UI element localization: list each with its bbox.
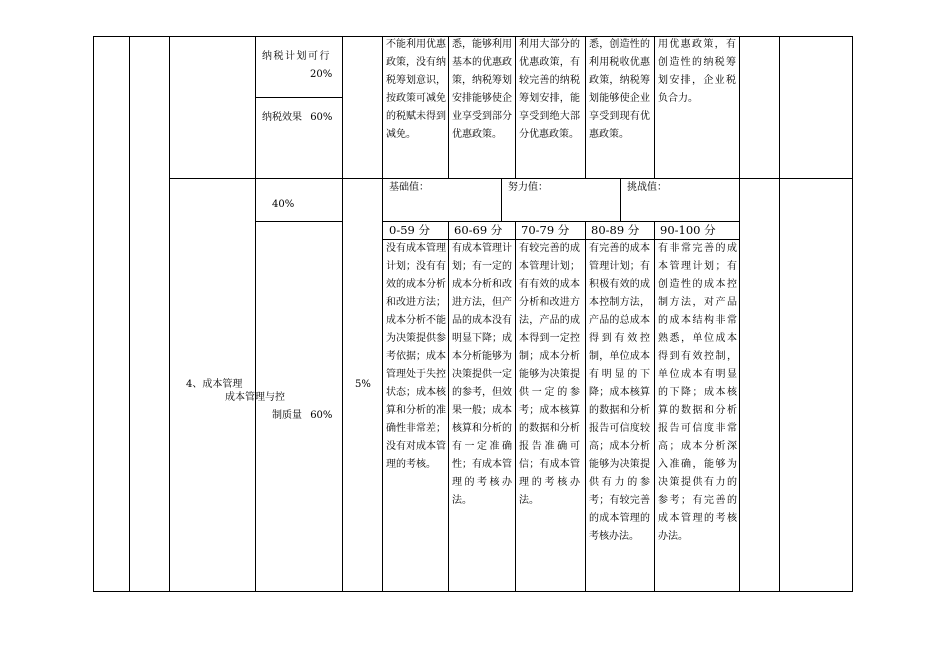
target-col-line-2: [620, 179, 621, 222]
score-range: 80-89 分: [591, 223, 640, 237]
level-col-line-2: [515, 36, 516, 179]
level-col-line-3b: [585, 221, 586, 592]
sub-item-label: 纳税计划可行: [262, 51, 331, 62]
level-description: 不能利用优惠政策，没有纳税筹划意识，按政策可减免的税赋未得到减免。: [386, 39, 446, 140]
sub-item-weight: 40%: [272, 199, 295, 210]
level-col-line-2b: [515, 221, 516, 592]
col-line-5: [342, 36, 343, 592]
level-description: 利用大部分的优惠政策，有较完善的纳税筹划安排，能享受到绝大部分优惠政策。: [519, 39, 580, 140]
level-description: 有较完善的成本管理计划；有有效的成本分析和改进方法，产品的成本得到一定控制；成本分析能够为决策提供一定的参考；成本核算的数据和分析报告准确可信；有成本管理的考核办法。: [519, 243, 580, 506]
sub-item-quality: [272, 407, 332, 425]
item-number: 4、成本管理: [186, 379, 243, 390]
sub-item-weight: 20%: [310, 69, 333, 80]
level-col-line-1: [448, 36, 449, 179]
col-line-2: [129, 36, 130, 592]
level-col-line-1b: [448, 221, 449, 592]
sub-item-weight: 60%: [310, 410, 333, 421]
item-name: 成本管理与控: [225, 392, 285, 403]
level-description: 悉，创造性的利用税收优惠政策，纳税筹划能够使企业享受到现有优惠政策。: [589, 39, 650, 140]
level-col-line-4: [654, 36, 655, 179]
col-line-6: [382, 36, 383, 592]
col-line-9: [852, 36, 853, 592]
sub-item-divider: [255, 97, 342, 98]
sub-item-weight: 60%: [310, 112, 333, 123]
level-description: 有完善的成本管理计划；有积极有效的成本控制方法，产品的总成本得到有效控制，单位成本有明显的下降；成本核算的数据和分析报告可信度较高；成本分析能够为决策提供有力的参考；有较完善的成本管理的考核办法。: [589, 243, 650, 542]
col-line-4: [255, 36, 256, 592]
sub-item-divider-2: [255, 221, 342, 222]
base-value-label: 基础值：: [389, 182, 429, 193]
col-line-1: [93, 36, 94, 592]
score-range: 90-100 分: [660, 223, 716, 237]
score-range: 60-69 分: [454, 223, 503, 237]
level-col-line-3: [585, 36, 586, 179]
effort-value-label: 努力值：: [508, 182, 548, 193]
col-line-8: [779, 36, 780, 592]
level-description: 用优惠政策，有创造性的纳税筹划安排，企业税负合力。: [658, 39, 736, 104]
level-description: 有成本管理计划；有一定的成本分析和改进方法，但产品的成本没有明显下降；成本分析能够为决策提供一定的参考，但效果一般；成本核算和分析的有一定准确性；有成本管理的考核办法。: [452, 243, 512, 506]
sub-item-label: 制质量: [272, 410, 302, 421]
score-range: 70-79 分: [521, 223, 570, 237]
col-line-7: [739, 36, 740, 592]
level-description: 没有成本管理计划；没有有效的成本分析和改进方法；成本分析不能为决策提供参考依据；成本管理处于失控状态；成本核算和分析的准确性非常差；没有对成本管理的考核。: [386, 243, 446, 470]
score-range: 0-59 分: [389, 223, 430, 237]
level-description: 悉，能够利用基本的优惠政策，纳税筹划安排能够使企业享受到部分优惠政策。: [452, 39, 512, 140]
sub-item-2: [262, 109, 332, 127]
sub-item-label: 纳税效果: [262, 112, 302, 123]
target-col-line-1: [501, 179, 502, 222]
challenge-value-label: 挑战值：: [627, 182, 667, 193]
level-col-line-4b: [654, 221, 655, 592]
item-weight: 5%: [355, 379, 371, 390]
col-line-3: [169, 36, 170, 592]
level-description: 有非常完善的成本管理计划；有创造性的成本控制方法，对产品的成本结构非常熟悉，单位成本得到有效控制，单位成本有明显的下降；成本核算的数据和分析报告可信度非常高；成本分析深入准确，能够为决策提供有力的参考；有完善的成本管理的考核办法。: [658, 243, 737, 542]
